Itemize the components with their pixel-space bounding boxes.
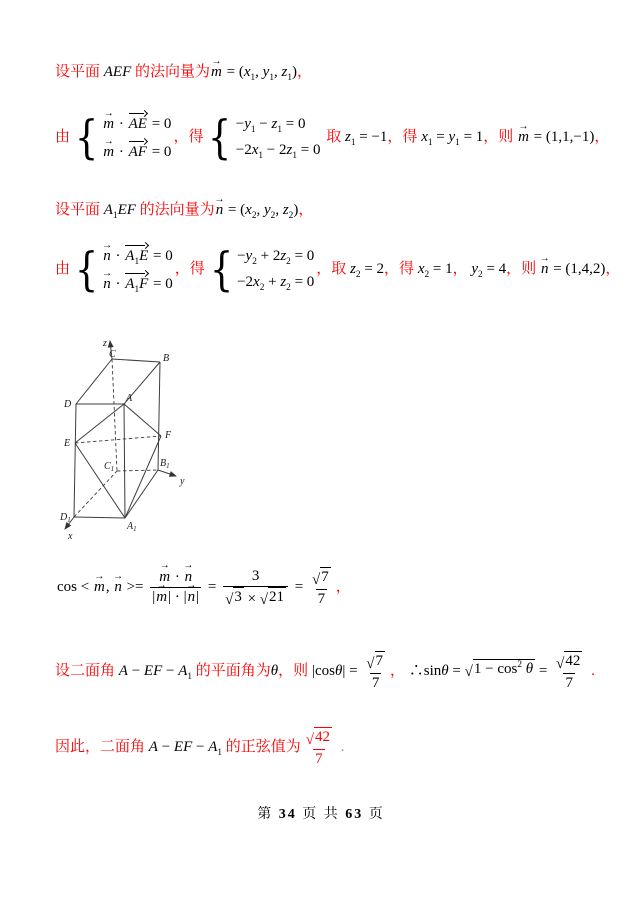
vertex-labels xyxy=(59,338,185,542)
axis-label-y: y xyxy=(180,476,185,487)
prism-figure xyxy=(30,330,200,550)
solution-line-conclusion: 因此，二面角 A − EF − $A_1$ 的正弦值为 √ 42 7 . xyxy=(55,729,345,767)
axis-label-x: x xyxy=(68,531,73,542)
solution-line-dihedral-angle: 设二面角 A − EF − $A_1$ 的平面角为θ，则 |cosθ| = √ 7 7 ， ∴sinθ = √ $1 - \cos^2 \theta$ = √ 42 7 . xyxy=(55,653,595,691)
vertex-label-F: F xyxy=(165,430,172,441)
vertex-label-C: C xyxy=(109,349,116,360)
solution-line-cosine: cos < m →, n → >= $\frac{m \to \cdot n \to}{|m \to| \cdot |n \to|}$ = 3 √ 3 × √ 21 = √ 7 7 ， xyxy=(57,567,351,608)
vertex-label-B1: $B_1$ xyxy=(160,458,170,470)
vertex-label-A1: $A_1$ xyxy=(127,521,137,533)
solution-line-system-m: 由 { m → · AE = 0 m → · AF = 0 ，得 { $-y_1 - z_1 = 0$ $-2x_1 - 2z_1 = 0$ 取 $z_1 = -1$，得 $x_1 = y_1 = 1$，则 m → = (1,1,−1)， xyxy=(55,113,609,162)
vertex-label-C1: $C_1$ xyxy=(104,461,115,473)
vertex-label-E: E xyxy=(64,438,71,449)
prism-figure-svg xyxy=(30,330,200,545)
solution-line-normal-vector-n: 设平面 $A_1EF$ 的法向量为n → = ($x_2$, $y_2$, $z_2$)， xyxy=(55,201,313,221)
page-number-footer: 第 34 页 共 63 页 xyxy=(257,807,385,822)
vertex-label-B: B xyxy=(163,353,170,364)
vertex-label-D1: $D_1$ xyxy=(60,512,71,524)
vertex-label-A: A xyxy=(126,393,133,404)
axis-label-z: z xyxy=(103,338,107,349)
solution-line-system-n: 由 { n → · $A_1E = 0$ n → · $A_1F = 0$ ，得 { $-y_2 + 2z_2 = 0$ $-2x_2 + z_2 = 0$ ，取 $z_2 = 2$，得 $x_2 = 1$， $y_2 = 4$，则 n → = (1,4,2)， xyxy=(55,245,620,294)
prism-edges xyxy=(65,341,176,529)
vertex-label-D: D xyxy=(64,399,72,410)
solution-line-normal-vector-m: 设平面 AEF 的法向量为m → = ($x_1$, $y_1$, $z_1$)， xyxy=(55,63,312,83)
